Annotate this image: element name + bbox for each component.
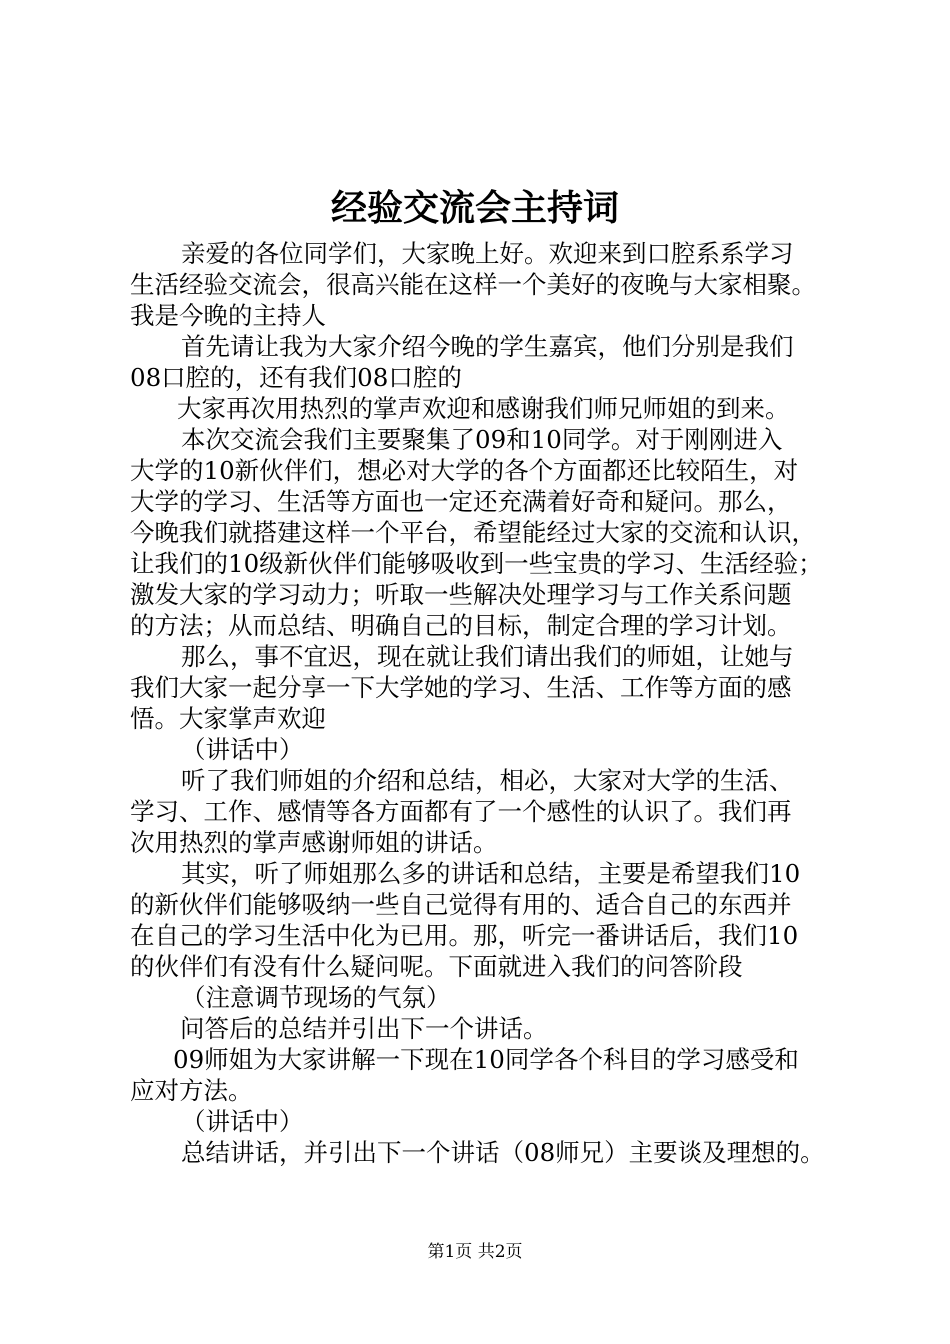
paragraph-line: 问答后的总结并引出下一个讲话。	[180, 1014, 548, 1043]
paragraph-line: 大家再次用热烈的掌声欢迎和感谢我们师兄师姐的到来。	[177, 394, 790, 423]
paragraph-line: 今晚我们就搭建这样一个平台，希望能经过大家的交流和认识，	[130, 518, 816, 547]
paragraph-line: （讲话中）	[181, 735, 304, 764]
paragraph-line: 其实，听了师姐那么多的讲话和总结，主要是希望我们10	[181, 859, 801, 888]
paragraph-line: 亲爱的各位同学们，大家晚上好。欢迎来到口腔系系学习	[181, 239, 794, 268]
paragraph-line: 的方法；从而总结、明确自己的目标，制定合理的学习计划。	[130, 611, 792, 640]
paragraph-line: 让我们的10级新伙伴们能够吸收到一些宝贵的学习、生活经验；	[130, 549, 823, 578]
paragraph-line: 应对方法。	[130, 1076, 253, 1105]
page-number: 第1页 共2页	[427, 1242, 523, 1262]
paragraph-line: 大学的10新伙伴们，想必对大学的各个方面都还比较陌生，对	[130, 456, 799, 485]
paragraph-line: 08口腔的，还有我们08口腔的	[130, 363, 462, 392]
paragraph-line: 听了我们师姐的介绍和总结，相必，大家对大学的生活、	[181, 766, 794, 795]
paragraph-line: 本次交流会我们主要聚集了09和10同学。对于刚刚进入	[181, 425, 783, 454]
paragraph-line: 激发大家的学习动力；听取一些解决处理学习与工作关系问题	[130, 580, 792, 609]
paragraph-line: （讲话中）	[181, 1107, 304, 1136]
paragraph-line: 那么，事不宜迟，现在就让我们请出我们的师姐，让她与	[181, 642, 794, 671]
paragraph-line: 我是今晚的主持人	[130, 301, 326, 330]
paragraph-line: 的新伙伴们能够吸纳一些自己觉得有用的、适合自己的东西并	[130, 890, 792, 919]
document-body	[130, 238, 850, 1168]
paragraph-line: 首先请让我为大家介绍今晚的学生嘉宾，他们分别是我们	[181, 332, 794, 361]
paragraph-line: 总结讲话，并引出下一个讲话（08师兄）主要谈及理想的。	[181, 1138, 825, 1167]
paragraph-line: 生活经验交流会，很高兴能在这样一个美好的夜晚与大家相聚。	[130, 270, 816, 299]
page-title: 经验交流会主持词	[330, 187, 619, 229]
paragraph-line: 在自己的学习生活中化为已用。那，听完一番讲话后，我们10	[130, 921, 799, 950]
paragraph-line: 09师姐为大家讲解一下现在10同学各个科目的学习感受和	[173, 1045, 799, 1074]
paragraph-line: 的伙伴们有没有什么疑问呢。下面就进入我们的问答阶段	[130, 952, 743, 981]
paragraph-line: 悟。大家掌声欢迎	[130, 704, 326, 733]
paragraph-line: 大学的学习、生活等方面也一定还充满着好奇和疑问。那么，	[130, 487, 792, 516]
paragraph-line: 次用热烈的掌声感谢师姐的讲话。	[130, 828, 498, 857]
paragraph-line: （注意调节现场的气氛）	[181, 983, 451, 1012]
paragraph-line: 学习、工作、感情等各方面都有了一个感性的认识了。我们再	[130, 797, 792, 826]
paragraph-line: 我们大家一起分享一下大学她的学习、生活、工作等方面的感	[130, 673, 792, 702]
